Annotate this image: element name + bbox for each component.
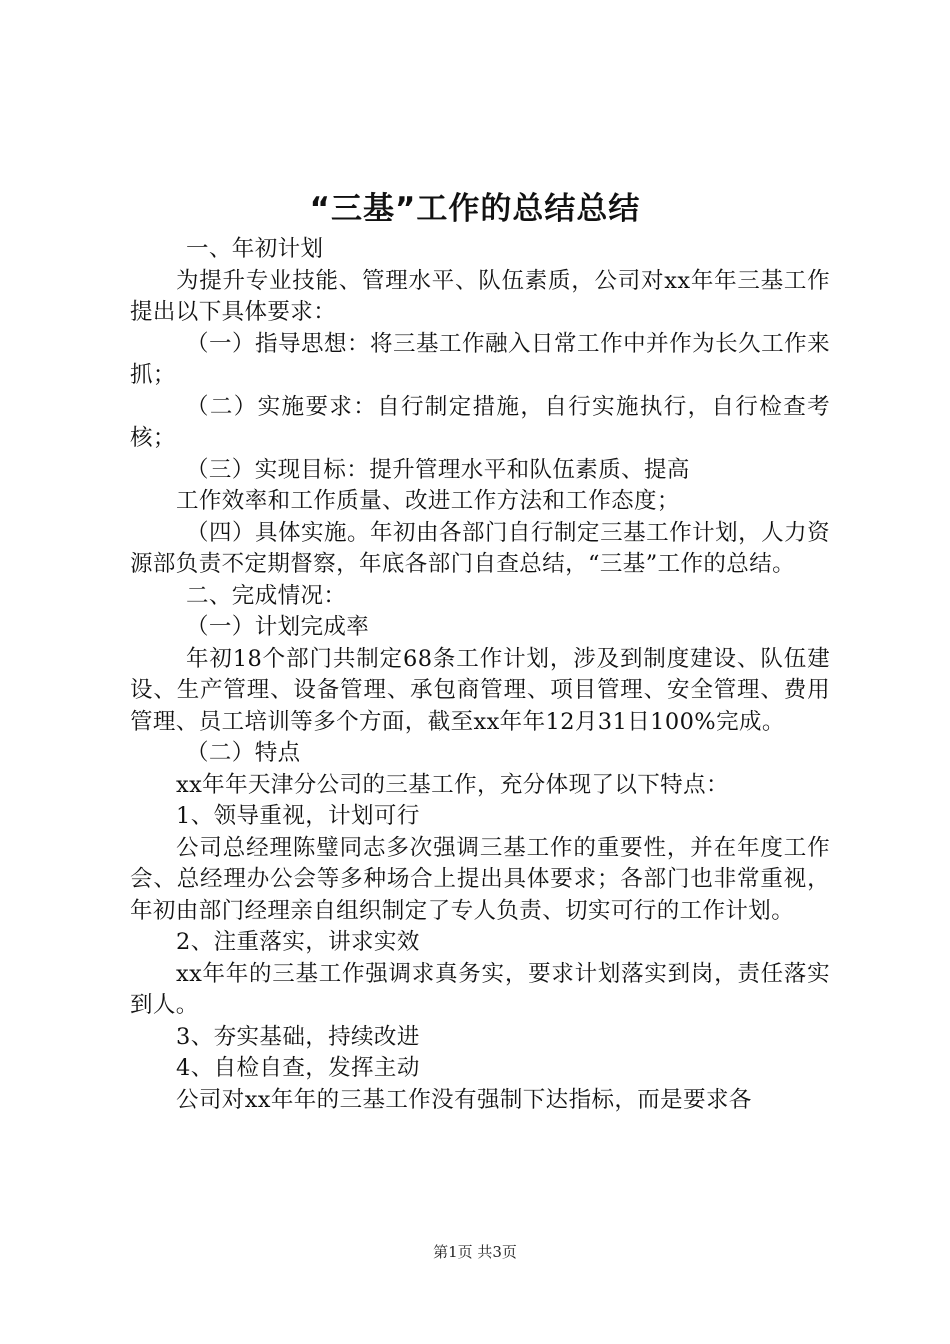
list-item-heading: 4、自检自查，发挥主动 xyxy=(176,1055,420,1081)
paragraph: xx年年天津分公司的三基工作，充分体现了以下特点： xyxy=(176,771,729,798)
paragraph: 一、年初计划 xyxy=(186,236,324,262)
list-item-heading: 1、领导重视，计划可行 xyxy=(176,803,420,829)
paragraph: 公司总经理陈璧同志多次强调三基工作的重要性，并在年度工作会、总经理办公会等多种场合上提出具体要求；各部门也非常重视，年初由部门经理亲自组织制定了专人负责、切实可行的工作计划。 xyxy=(130,834,830,924)
paragraph: 工作效率和工作质量、改进工作方法和工作态度； xyxy=(176,488,680,514)
section-heading: 二、完成情况： xyxy=(186,582,347,609)
paragraph: 公司对xx年年的三基工作没有强制下达指标，而是要求各 xyxy=(176,1086,752,1113)
paragraph: 为提升专业技能、管理水平、队伍素质，公司对xx年年三基工作提出以下具体要求： xyxy=(130,267,830,325)
list-item-heading: 3、夯实基础，持续改进 xyxy=(176,1023,420,1050)
subsection-heading: （一）计划完成率 xyxy=(186,614,370,640)
paragraph: （二）实施要求：自行制定措施，自行实施执行，自行检查考核； xyxy=(130,393,830,451)
paragraph: （四）具体实施。年初由各部门自行制定三基工作计划，人力资源部负责不定期督察，年底各部门自查总结，“三基”工作的总结。 xyxy=(130,519,830,577)
paragraph: （一）指导思想：将三基工作融入日常工作中并作为长久工作来抓； xyxy=(130,330,830,388)
document-body xyxy=(130,234,830,1116)
subsection-heading: （二）特点 xyxy=(186,740,301,766)
list-item-heading: 2、注重落实，讲求实效 xyxy=(176,929,420,955)
paragraph: 年初18个部门共制定68条工作计划，涉及到制度建设、队伍建设、生产管理、设备管理、承包商管理、项目管理、安全管理、费用管理、员工培训等多个方面，截至xx年年12月31日100%完成。 xyxy=(130,645,830,735)
paragraph: xx年年的三基工作强调求真务实，要求计划落实到岗，责任落实到人。 xyxy=(130,960,830,1018)
page-number-footer: 第1页 共3页 xyxy=(433,1243,517,1261)
paragraph: （三）实现目标：提升管理水平和队伍素质、提高 xyxy=(186,456,690,483)
document-title: “三基”工作的总结总结 xyxy=(309,191,641,227)
